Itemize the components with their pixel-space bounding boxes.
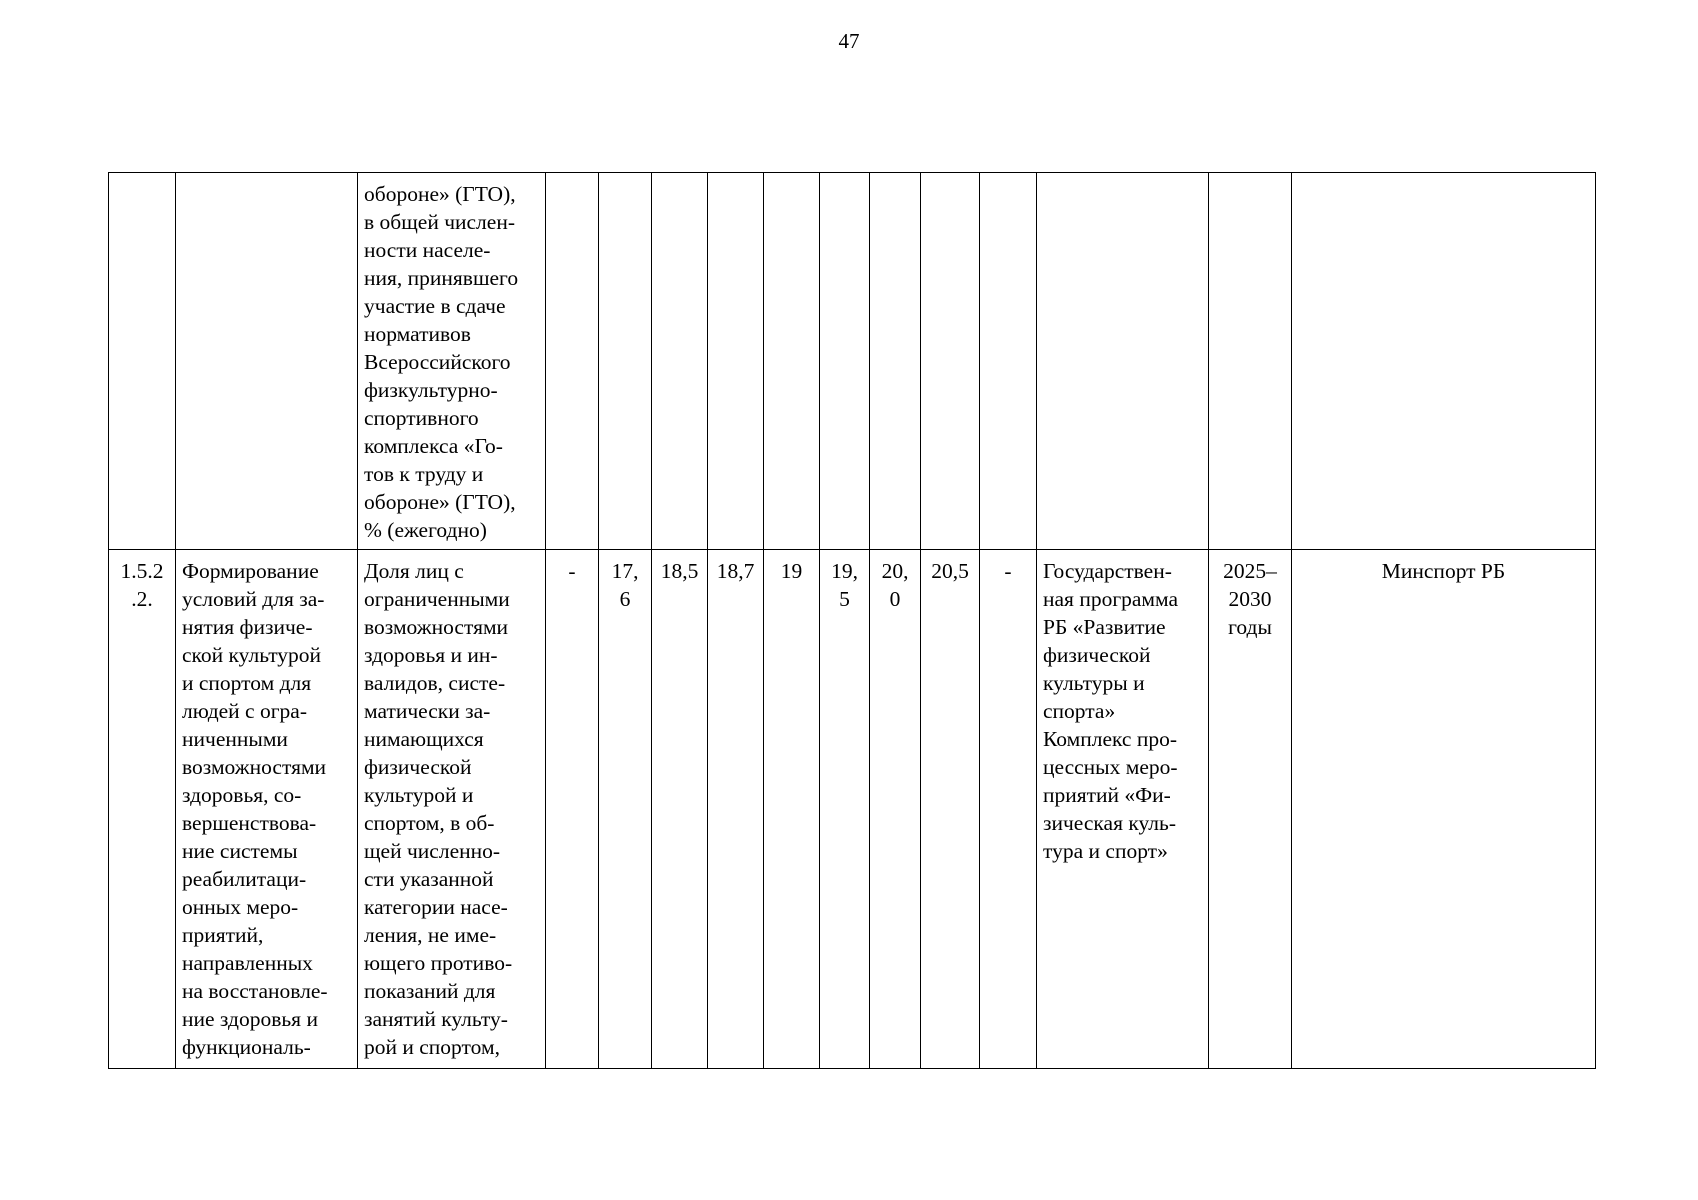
cell-indicator: обороне» (ГТО), в общей числен- ности населе- ния, принявшего участие в сдаче нормативов Всероссийского физкультурно- спортивного комплекса «Го- тов к труду и обороне» (ГТО), % (ежегодно) — [358, 173, 546, 550]
cell-value: - — [980, 550, 1037, 1069]
cell-value — [708, 173, 764, 550]
cell-task: Формирование условий для за- нятия физиче- ской культурой и спортом для людей с огра- ниченными возможностями здоровья, со- вершенствова- ние системы реабилитаци- онных меро- приятий, направленных на восстановле- ние здоровья и функциональ- — [176, 550, 358, 1069]
cell-value — [980, 173, 1037, 550]
cell-value — [652, 173, 708, 550]
indicators-table — [108, 172, 1596, 1069]
cell-value: - — [546, 550, 599, 1069]
table-row — [109, 173, 1596, 550]
cell-value: 19 — [764, 550, 820, 1069]
cell-value: 20, 0 — [870, 550, 921, 1069]
cell-indicator: Доля лиц с ограниченными возможностями здоровья и ин- валидов, систе- матически за- нимающихся физической культурой и спортом, в об- щей численно- сти указанной категории насе- ления, не име- ющего противо- показаний для занятий культу- рой и спортом, — [358, 550, 546, 1069]
cell-number: 1.5.2 .2. — [109, 550, 176, 1069]
cell-program: Государствен- ная программа РБ «Развитие физической культуры и спорта» Комплекс про- цессных меро- приятий «Фи- зическая куль- тура и спорт» — [1037, 550, 1209, 1069]
cell-value: 17, 6 — [599, 550, 652, 1069]
cell-value — [820, 173, 870, 550]
cell-period: 2025– 2030 годы — [1209, 550, 1292, 1069]
cell-value: 18,7 — [708, 550, 764, 1069]
cell-value: 18,5 — [652, 550, 708, 1069]
cell-responsible: Минспорт РБ — [1292, 550, 1596, 1069]
cell-value — [546, 173, 599, 550]
cell-value — [921, 173, 980, 550]
cell-number — [109, 173, 176, 550]
cell-task — [176, 173, 358, 550]
cell-program — [1037, 173, 1209, 550]
table-row — [109, 550, 1596, 1069]
cell-period — [1209, 173, 1292, 550]
cell-value — [599, 173, 652, 550]
cell-value — [870, 173, 921, 550]
cell-value — [764, 173, 820, 550]
cell-value: 20,5 — [921, 550, 980, 1069]
page-number: 47 — [838, 29, 860, 53]
cell-value: 19, 5 — [820, 550, 870, 1069]
cell-responsible — [1292, 173, 1596, 550]
